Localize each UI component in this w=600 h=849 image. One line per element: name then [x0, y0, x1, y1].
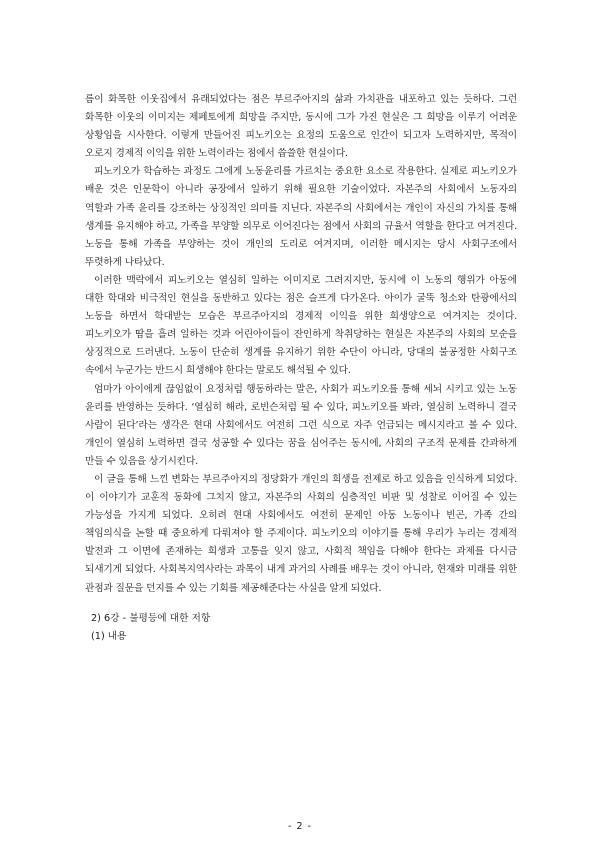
page-number: - 2 -: [288, 821, 312, 832]
body-paragraph-1: 름이 화목한 이웃집에서 유래되었다는 점은 부르주아지의 삶과 가치관을 내포하고 있는 듯하다. 그런 화목한 이웃의 이미지는 제페토에게 희망을 주지만, 동시에 그가 가진 현실은 그 희망을 이루기 어려운 상황임을 시사한다. 이렇게 만들어진 피노키오는 요정의 도움으로 인간이 되고자 노력하지만, 목적이 오로지 경제적 이익을 위한 노력이라는 점에서 씁쓸한 현실이다.: [85, 94, 517, 160]
section-subheading: (1) 내용: [91, 630, 127, 642]
body-paragraph-3: 이러한 맥락에서 피노키오는 열심히 일하는 이미지로 그려지지만, 동시에 이 노동의 행위가 아동에 대한 학대와 비극적인 현실을 동반하고 있다는 점은 슬프게 다가온다. 아이가 굴뚝 청소와 탄광에서의 노동을 하면서 학대받는 모습은 부르주아지의 경제적 이익을 위한 희생양으로 여겨지는 것이다. 피노키오가 땀을 흘려 일하는 것과 어린아이들이 잔인하게 착취당하는 현실은 자본주의 사회의 모순을 상징적으로 드러낸다. 노동이 단순히 생계를 유지하기 위한 수단이 아니라, 당대의 불공정한 사회구조 속에서 누군가는 반드시 희생해야 한다는 말로도 해석될 수 있다.: [85, 274, 517, 377]
section-heading-block: [85, 610, 517, 646]
body-paragraph-4: 엄마가 아이에게 끊임없이 요정처럼 행동하라는 말은, 사회가 피노키오를 통해 세뇌 시키고 있는 노동 윤리를 반영하는 듯하다. ‘열심히 해라, 로빈슨처럼 될 수 있다, 피노키오를 봐라, 열심히 노력하니 결국 사람이 된다’라는 생각은 현대 사회에서도 여전히 그런 식으로 자주 언급되는 메시지라고 볼 수 있다. 개인이 열심히 노력하면 결국 성공할 수 있다는 꿈을 심어주는 동시에, 사회의 구조적 문제를 간과하게 만들 수 있음을 상기시킨다.: [85, 383, 517, 467]
body-paragraph-2: 피노키오가 학습하는 과정도 그에게 노동윤리를 가르치는 중요한 요소로 작용한다. 실제로 피노키오가 배운 것은 인문학이 아니라 공장에서 일하기 위해 필요한 기술이었다. 자본주의 사회에서 노동자의 역할과 가족 윤리를 강조하는 상징적인 의미를 지닌다. 자본주의 사회에서는 개인이 자신의 가치를 통해 생계를 유지해야 하고, 가족을 부양할 의무로 이어진다는 점에서 사회의 규율서 역할을 한다고 여겨진다. 노동을 통해 가족을 부양하는 것이 개인의 도리로 여겨지며, 이러한 메시지는 당시 사회구조에서 뚜렷하게 나타났다.: [85, 166, 517, 268]
document-body: [85, 91, 517, 646]
body-paragraph-5: 이 글을 통해 느낀 변화는 부르주아지의 정당화가 개인의 희생을 전제로 하고 있음을 인식하게 되었다. 이 이야기가 교훈적 동화에 그치지 않고, 자본주의 사회의 심층적인 비판 및 성찰로 이어질 수 있는 가능성을 가지게 되었다. 오히려 현대 사회에서도 여전히 문제인 아동 노동이나 빈곤, 가족 간의 책임의식을 논할 때 중요하게 다뤄져야 할 주제이다. 피노키오의 이야기를 통해 우리가 누리는 경제적 발전과 그 이면에 존재하는 희생과 고통을 잊지 않고, 사회적 책임을 다해야 한다는 과제를 다시금 되새기게 되었다. 사회복지역사라는 과목이 내게 과거의 사례를 배우는 것이 아니라, 현재와 미래를 위한 관점과 질문을 던지를 수 있는 기회를 제공해준다는 사실을 알게 되었다.: [85, 473, 517, 594]
section-heading: 2) 6강 - 불평등에 대한 저항: [91, 612, 211, 624]
